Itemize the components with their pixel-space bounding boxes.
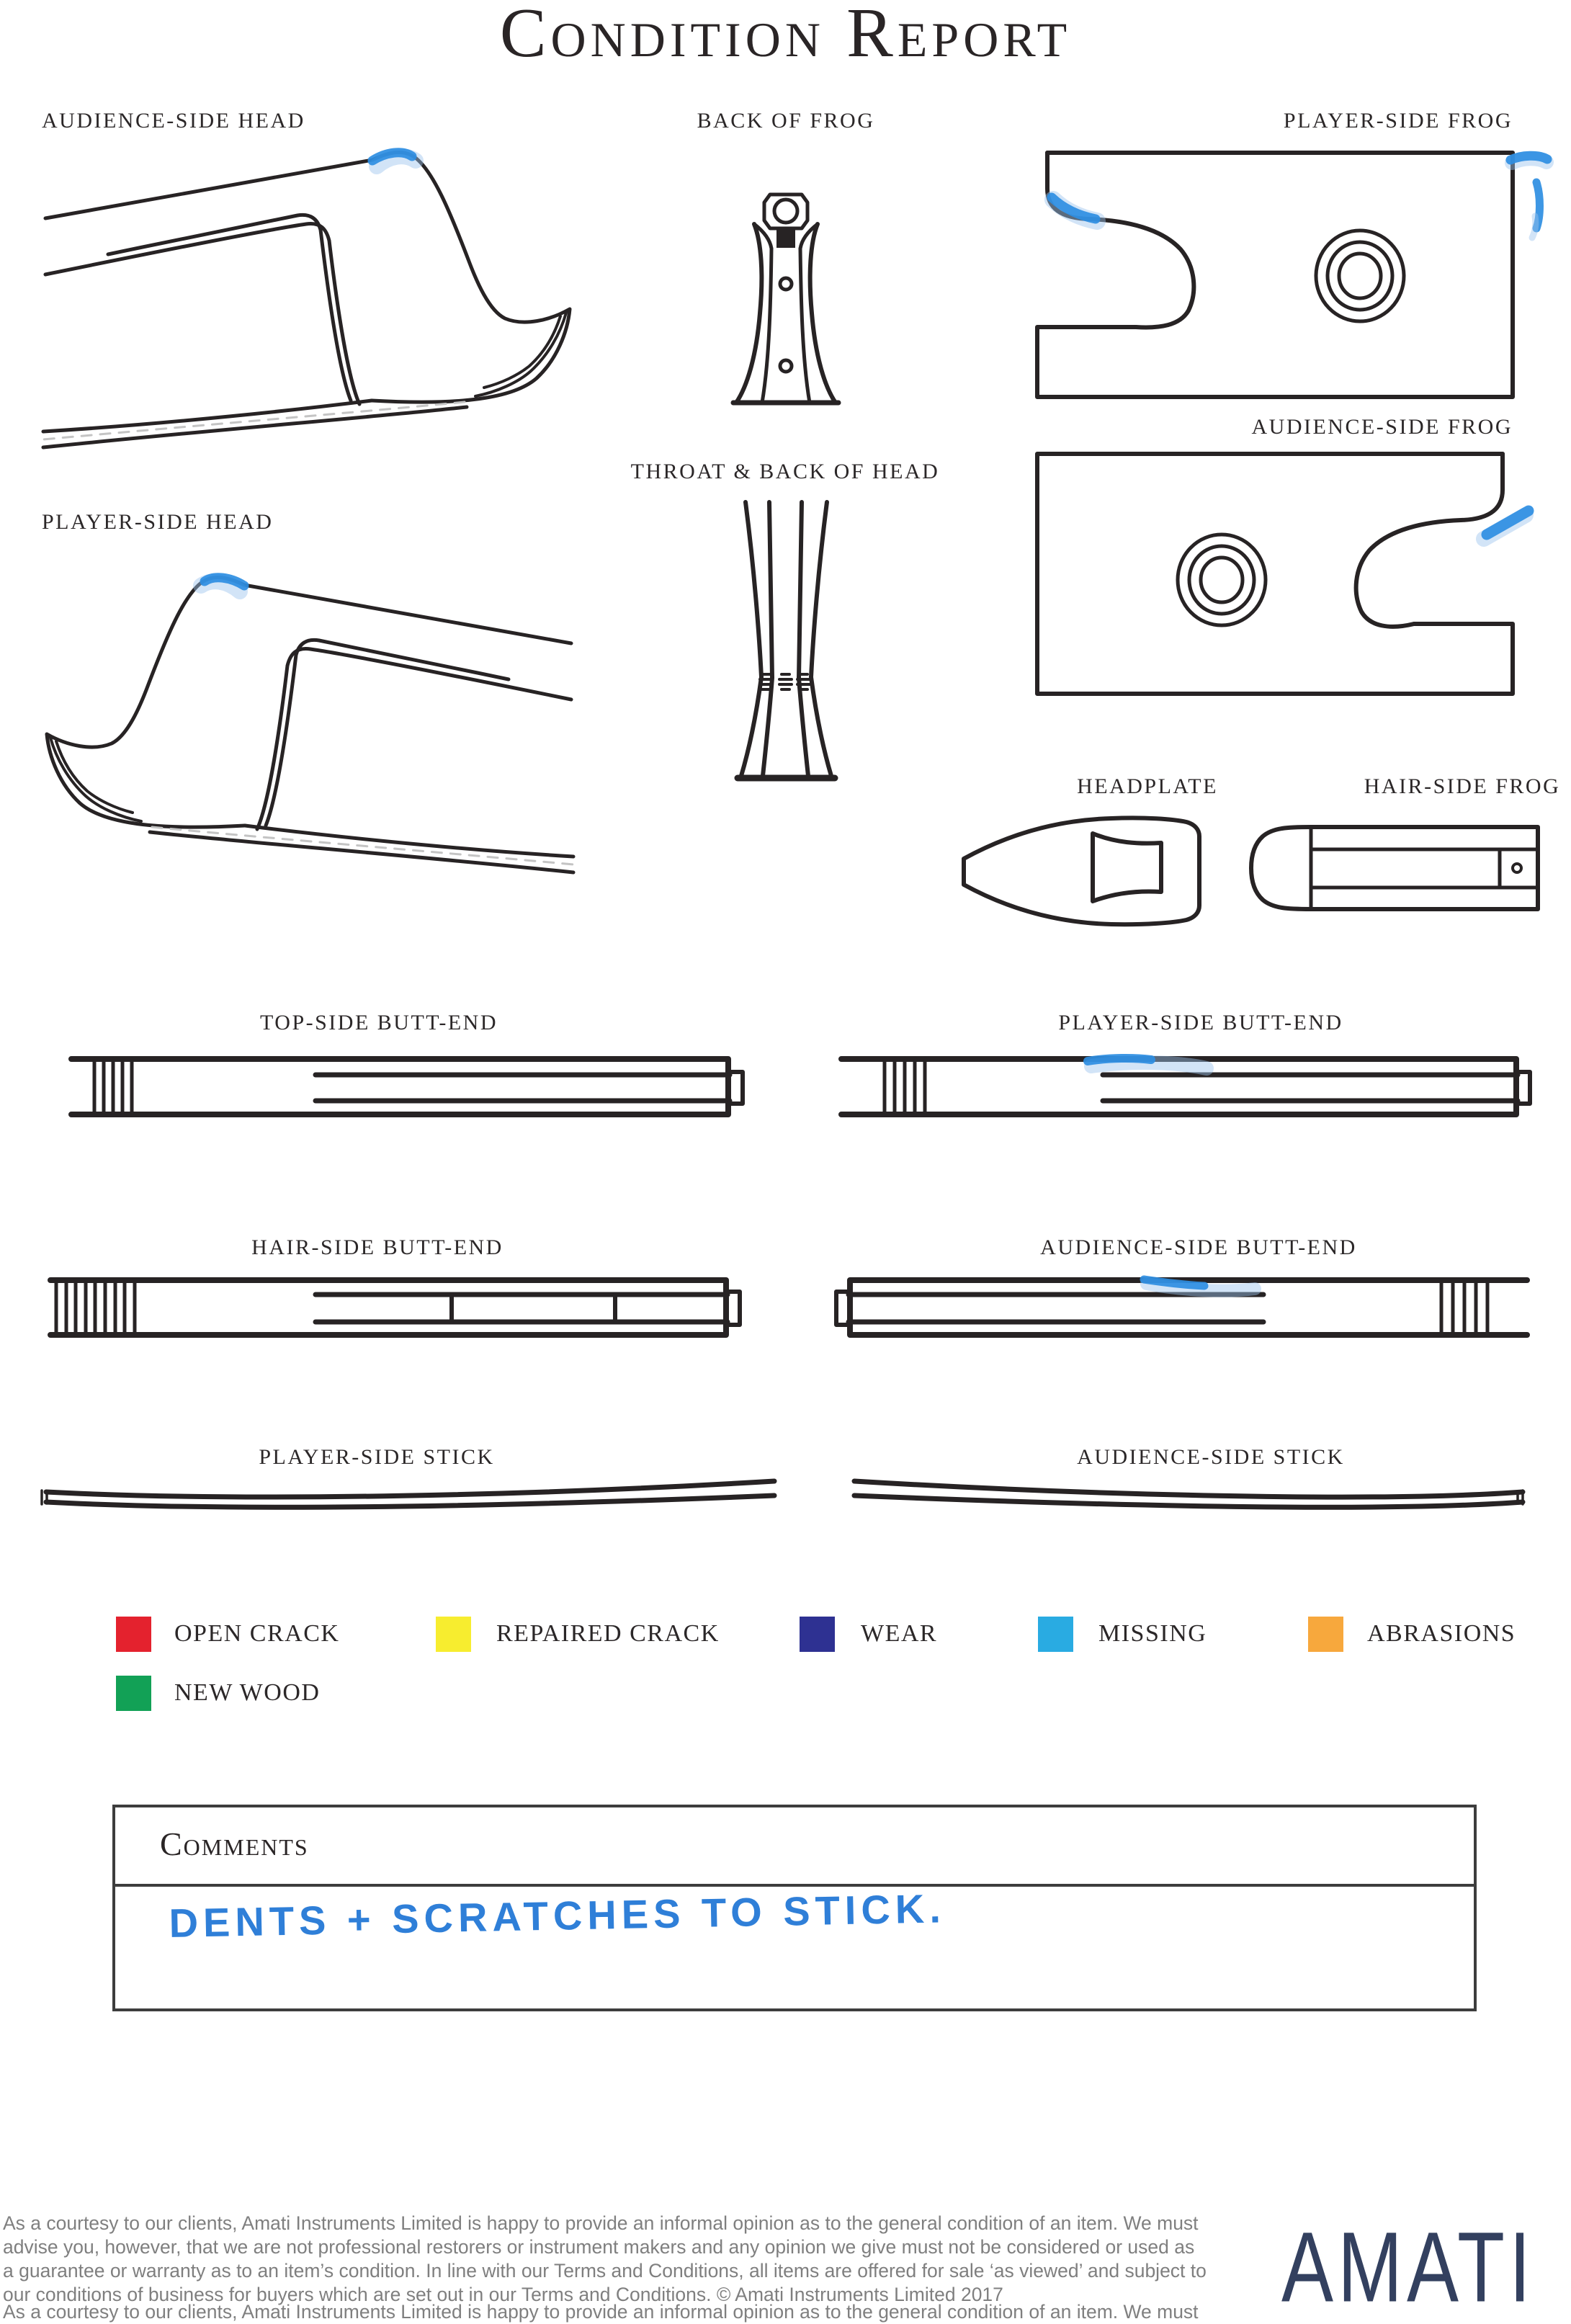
player-side-frog-diagram [1030, 144, 1520, 405]
legend-label-missing: MISSING [1098, 1620, 1207, 1647]
label-player-side-head: PLAYER-SIDE HEAD [42, 510, 274, 534]
label-audience-side-frog: AUDIENCE-SIDE FROG [1251, 415, 1513, 439]
headplate-diagram [954, 807, 1207, 933]
legend-swatch-new-wood [116, 1676, 151, 1711]
legend-label-new-wood: NEW WOOD [174, 1679, 321, 1706]
audience-side-stick-diagram [814, 1473, 1571, 1524]
legend-label-wear: WEAR [861, 1620, 938, 1647]
label-throat-back-of-head: THROAT & BACK OF HEAD [630, 460, 940, 483]
label-audience-side-stick: AUDIENCE-SIDE STICK [1077, 1445, 1345, 1469]
footer-line: a guarantee or warranty as to an item’s condition. In line with our Terms and Conditions, all items are offered for sale ‘as viewed’ and subject to [3, 2260, 1207, 2281]
footer-line: advise you, however, that we are not professional restorers or instrument makers and any opinion we give must not be considered or used as [3, 2236, 1195, 2258]
label-hair-side-butt-end: HAIR-SIDE BUTT-END [251, 1235, 503, 1259]
label-headplate: HEADPLATE [1077, 774, 1218, 798]
damage-mark [1088, 1058, 1151, 1061]
comments-heading: Comments [160, 1825, 309, 1862]
player-side-stick-diagram [29, 1473, 792, 1524]
top-side-butt-end-diagram [65, 1052, 749, 1124]
damage-mark [1510, 156, 1547, 160]
footer-line: our conditions of business for buyers which are set out in our Terms and Conditions. © Amati Instruments Limited 2017 [3, 2284, 1003, 2305]
legend-label-repaired-crack: REPAIRED CRACK [496, 1620, 720, 1647]
damage-mark [1052, 197, 1096, 219]
label-player-side-frog: PLAYER-SIDE FROG [1283, 109, 1513, 133]
audience-side-butt-end-diagram [828, 1272, 1541, 1344]
audience-side-frog-diagram [1030, 443, 1520, 704]
legend-swatch-open-crack [116, 1617, 151, 1652]
hair-side-frog-diagram [1246, 818, 1549, 919]
label-top-side-butt-end: TOP-SIDE BUTT-END [259, 1011, 498, 1034]
damage-mark [1532, 216, 1536, 238]
label-back-of-frog: BACK OF FROG [697, 109, 875, 133]
page-title: Condition Report [499, 0, 1072, 71]
label-audience-side-head: AUDIENCE-SIDE HEAD [42, 109, 305, 133]
label-player-side-stick: PLAYER-SIDE STICK [259, 1445, 495, 1469]
comments-box [112, 1805, 1477, 2011]
player-side-head-diagram [40, 562, 588, 882]
back-of-frog-diagram [728, 182, 843, 412]
comments-header [115, 1807, 1474, 1887]
legend-swatch-repaired-crack [436, 1617, 471, 1652]
legend-label-open-crack: OPEN CRACK [174, 1620, 340, 1647]
footer-line-clipped: As a courtesy to our clients, Amati Instruments Limited is happy to provide an informal opinion as to the general condition of an item. We must [3, 2301, 1199, 2323]
label-audience-side-butt-end: AUDIENCE-SIDE BUTT-END [1040, 1235, 1357, 1259]
legend-label-abrasions: ABRASIONS [1367, 1620, 1516, 1647]
audience-side-head-diagram [40, 137, 588, 457]
handwritten-comment: DENTS + SCRATCHES TO STICK. [169, 1885, 946, 1946]
label-hair-side-frog: HAIR-SIDE FROG [1364, 774, 1561, 798]
legend-swatch-wear [800, 1617, 835, 1652]
player-side-butt-end-diagram [832, 1048, 1538, 1124]
hair-side-butt-end-diagram [43, 1272, 749, 1344]
amati-logo: AMATI [1281, 2211, 1535, 2323]
legend-swatch-missing [1038, 1617, 1073, 1652]
footer-line: As a courtesy to our clients, Amati Instruments Limited is happy to provide an informal opinion as to the general condition of an item. We must [3, 2212, 1199, 2234]
label-player-side-butt-end: PLAYER-SIDE BUTT-END [1058, 1011, 1343, 1034]
legend-swatch-abrasions [1308, 1617, 1343, 1652]
throat-back-of-head-diagram [720, 493, 850, 789]
